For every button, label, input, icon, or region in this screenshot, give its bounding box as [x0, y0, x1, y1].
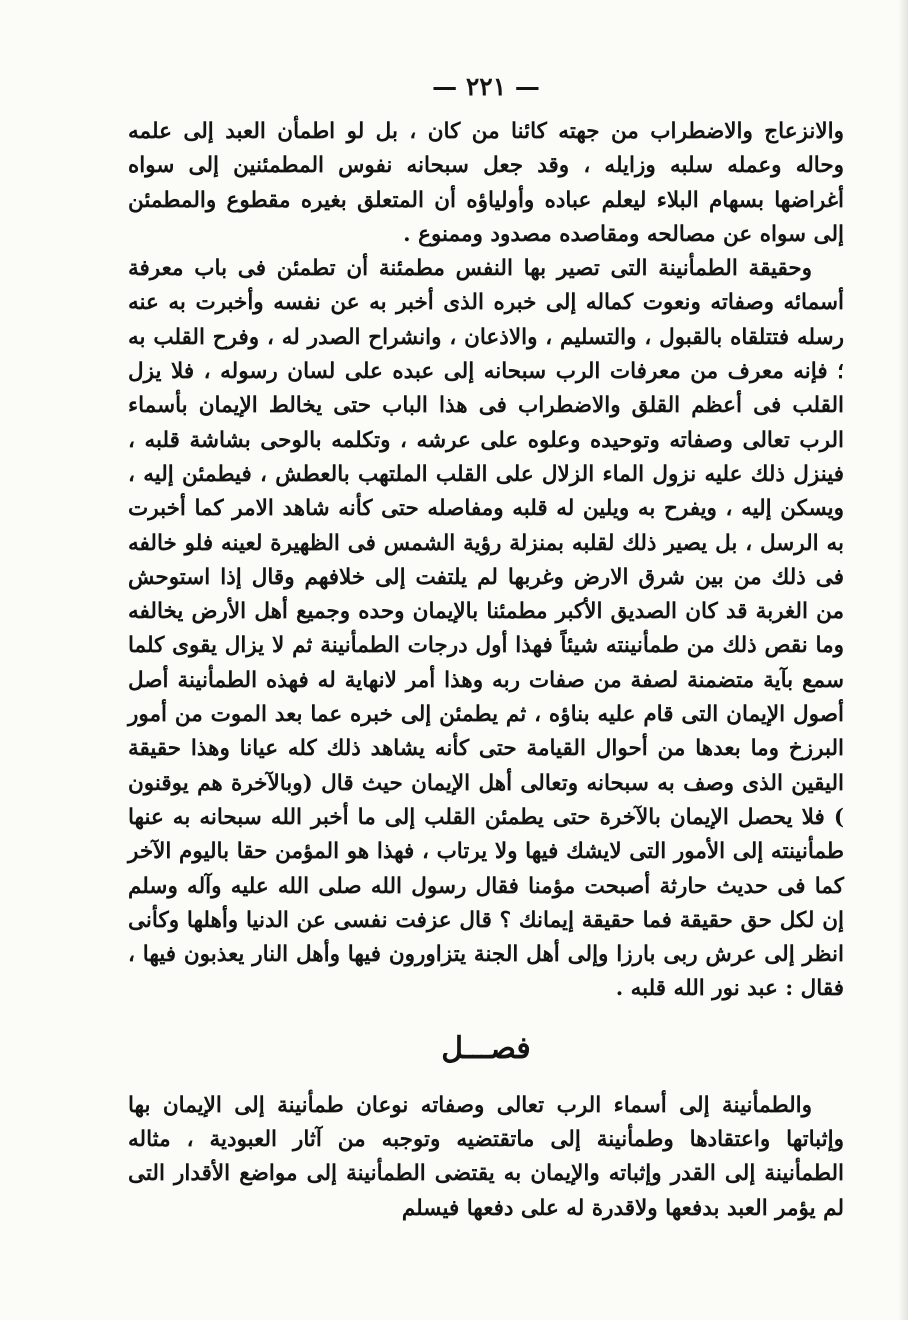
- paragraph-2: وحقيقة الطمأنينة التى تصير بها النفس مطمئنة أن تطمئن فى باب معرفة أسمائه وصفاته ونعوت كماله إلى خبره الذى أخبر به عن نفسه وأخبرت به عنه رسله فتتلقاه بالقبول ، والتسليم ، والاذعان ، وانشراح الصدر له ، وفرح القلب به ؛ فإنه معرف من معرفات الرب سبحانه إلى عبده على لسان رسوله ، فلا يزل القلب فى أعظم القلق والاضطراب فى هذا الباب حتى يخالط الإيمان بأسماء الرب تعالى وصفاته وتوحيده وعلوه على عرشه ، وتكلمه بالوحى بشاشة قلبه ، فينزل ذلك عليه نزول الماء الزلال على القلب الملتهب بالعطش ، فيطمئن إليه ، ويسكن إليه ، ويفرح به ويلين له قلبه ومفاصله حتى كأنه شاهد الامر كما أخبرت به الرسل ، بل يصير ذلك لقلبه بمنزلة رؤية الشمس فى الظهيرة لعينه فلو خالفه فى ذلك من بين شرق الارض وغربها لم يلتفت إلى خلافهم وقال إذا استوحش من الغربة قد كان الصديق الأكبر مطمئنا بالإيمان وحده وجميع أهل الأرض يخالفه وما نقص ذلك من طمأنينته شيئاً فهذا أول درجات الطمأنينة ثم لا يزال يقوى كلما سمع بآية متضمنة لصفة من صفات ربه وهذا أمر لانهاية له فهذه الطمأنينة أصل أصول الإيمان التى قام عليه بناؤه ، ثم يطمئن إلى خبره عما بعد الموت من أمور البرزخ وما بعدها من أحوال القيامة حتى كأنه يشاهد ذلك كله عيانا وهذا حقيقة اليقين الذى وصف به سبحانه وتعالى أهل الإيمان حيث قال (وبالآخرة هم يوقنون ) فلا يحصل الإيمان بالآخرة حتى يطمئن القلب إلى ما أخبر الله سبحانه به عنها طمأنينته إلى الأمور التى لايشك فيها ولا يرتاب ، فهذا هو المؤمن حقا باليوم الآخر كما فى حديث حارثة أصبحت مؤمنا فقال رسول الله صلى الله عليه وآله وسلم إن لكل حق حقيقة فما حقيقة إيمانك ؟ قال عزفت نفسى عن الدنيا وأهلها وكأنى انظر إلى عرش ربى بارزا وإلى أهل الجنة يتزاورون فيها وأهل النار يعذبون فيها ، فقال : عبد نور الله قلبه .: [128, 256, 844, 1002]
- body-text: [128, 115, 844, 1007]
- paragraph-3: والطمأنينة إلى أسماء الرب تعالى وصفاته نوعان طمأنينة إلى الإيمان بها وإثباتها واعتقادها وطمأنينة إلى ماتقتضيه وتوجبه من آثار العبودية ، مثاله الطمأنينة إلى القدر وإثباته والإيمان به يقتضى الطمأنينة إلى مواضع الأقدار التى لم يؤمر العبد بدفعها ولاقدرة له على دفعها فيسلم: [128, 1092, 844, 1221]
- section-body-text: [128, 1089, 844, 1226]
- page-number: — ٢٢١ —: [432, 72, 540, 101]
- paragraph-1: والانزعاج والاضطراب من جهته كائنا من كان ، بل لو اطمأن العبد إلى علمه وحاله وعمله سلبه وزايله ، وقد جعل سبحانه نفوس المطمئنين إلى سواه أغراضها بسهام البلاء ليعلم عباده وأولياؤه أن المتعلق بغيره مقطوع والمطمئن إلى سواه عن مصالحه ومقاصده مصدود وممنوع .: [128, 119, 844, 247]
- scan-edge-shadow: [898, 0, 908, 1320]
- section-heading: فصـــل: [441, 1030, 531, 1066]
